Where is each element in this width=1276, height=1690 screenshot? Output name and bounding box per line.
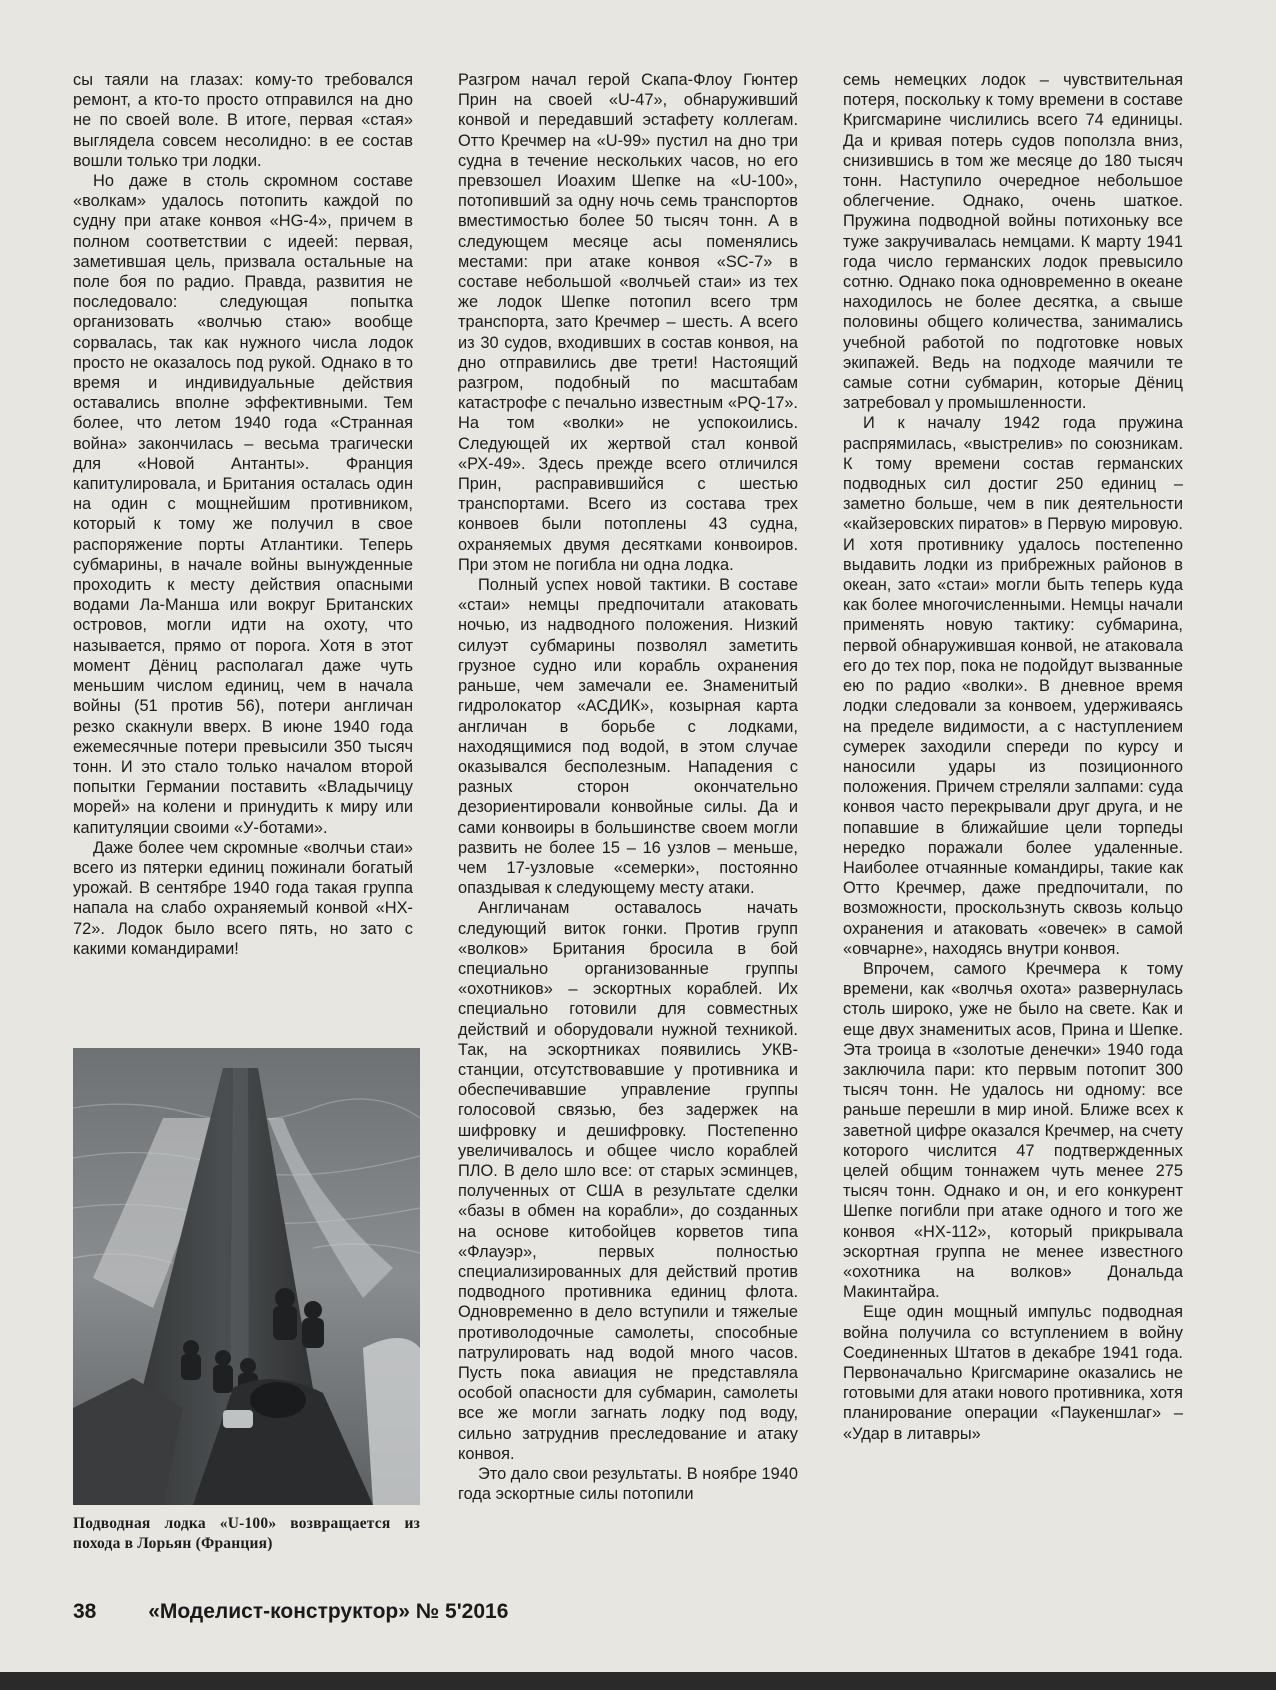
paragraph: Еще один мощный импульс подводная война получила со вступлением в войну Соединенных Штатов в декабре 1941 года. Первоначально Кригсмарине оказались не готовыми для атаки нового противника, хотя планирование операции «Паукеншлаг» – «Удар в литавры» [843, 1303, 1183, 1443]
scan-edge [0, 1672, 1276, 1690]
paragraph: Но даже в столь скромном составе «волкам» удалось потопить каждой по судну при атаке конвоя «HG-4», причем в полном соответствии с идеей: первая, заметившая цель, призвала остальные на поле боя по радио. Правда, развития не последовало: следующая попытка организовать «волчью стаю» вообще сорвалась, так как нужного числа лодок просто не оказалось под рукой. Однако в то время и индивидуальные действия оставались вполне эффективными. Тем более, что летом 1940 года «Странная война» закончилась – весьма трагически для «Новой Антанты». Франция капитулировала, и Британия осталась один на один с мощнейшим противником, который к тому же получил в свое распоряжение порты Атлантики. Теперь субмарины, в начале войны вынужденные проходить к месту действия опасными водами Ла-Манша или вокруг Британских островов, могли идти на охоту, что называется, прямо от порога. Хотя в этот момент Дёниц располагал даже чуть меньшим числом единиц, чем в начала войны (51 против 56), потери англичан резко скакнули вверх. В июне 1940 года ежемесячные потери превысили 350 тысяч тонн. И это стало только началом второй попытки Германии поставить «Владычицу морей» на колени и принудить к миру или капитуляции своими «У-ботами». [73, 172, 413, 837]
paragraph: сы таяли на глазах: кому-то требовался ремонт, а кто-то просто отправился на дно не по своей воле. В итоге, первая «стая» выглядела совсем несолидно: в ее состав вошли только три лодки. [73, 71, 413, 170]
text-column-1 [73, 70, 413, 959]
text-column-2 [458, 70, 798, 1504]
paragraph: И к началу 1942 года пружина распрямилась, «выстрелив» по союзникам. К тому времени состав германских подводных сил достиг 250 единиц – заметно больше, чем в пик деятельности «кайзеровских пиратов» в Первую мировую. И хотя противнику удалось постепенно выдавить лодки из прибрежных районов в океан, зато «стаи» могли быть теперь куда как более многочисленными. Немцы начали применять новую тактику: субмарина, первой обнаружившая конвой, не атаковала его до тех пор, пока не подойдут вызванные ею по радио «волки». В дневное время лодки следовали за конвоем, удерживаясь на пределе видимости, а с наступлением сумерек заходили спереди по курсу и наносили удары из позиционного положения. Причем стреляли залпами: суда конвоя часто перекрывали друг друга, и не попавшие в ближайшие цели торпеды нередко поражали более удаленные. Наиболее отчаянные командиры, такие как Отто Кречмер, даже предпочитали, по возможности, проскользнуть сквозь кольцо охранения и атаковать «овечек» в самой «овчарне», находясь внутри конвоя. [843, 414, 1183, 958]
photo-caption: Подводная лодка «U-100» возвращается из похода в Лорьян (Франция) [73, 1515, 420, 1552]
paragraph: семь немецких лодок – чувствительная потеря, поскольку к тому времени в составе Кригсмарине числились всего 74 единицы. Да и кривая потерь судов поползла вниз, снизившись в том же месяце до 180 тысяч тонн. Наступило очередное небольшое облегчение. Однако, очень шаткое. Пружина подводной войны потихоньку все туже закручивалась немцами. К марту 1941 года число германских лодок превысило сотню. Однако пока одновременно в океане находилось не более десятка, а свыше половины общего количества, занимались учебной работой по подготовке новых экипажей. Ведь на подходе маячили те самые сотни субмарин, которые Дёниц затребовал у промышленности. [843, 71, 1183, 413]
paragraph: Разгром начал герой Скапа-Флоу Гюнтер Прин на своей «U-47», обнаруживший конвой и передавший эстафету коллегам. Отто Кречмер на «U-99» пустил на дно три судна в течение нескольких часов, но его превзошел Иоахим Шепке на «U-100», потопивший за одну ночь семь транспортов вместимостью более 50 тысяч тонн. А в следующем месяце асы поменялись местами: при атаке конвоя «SC-7» в составе небольшой «волчьей стаи» из тех же лодок Шепке потопил всего трм транспорта, зато Кречмер – шесть. А всего из 30 судов, входивших в состав конвоя, на дно отправились две трети! Настоящий разгром, подобный по масштабам катастрофе с печально известным «PQ-17». На том «волки» не успокоились. Следующей их жертвой стал конвой «РХ-49». Здесь прежде всего отличился Прин, расправившийся с шестью транспортами. Всего из состава трех конвоев были потоплены 43 судна, охраняемых двумя десятками конвоиров. При этом не погибла ни одна лодка. [458, 71, 798, 574]
text-column-3 [843, 70, 1183, 1444]
paragraph: Полный успех новой тактики. В составе «стаи» немцы предпочитали атаковать ночью, из надводного положения. Низкий силуэт субмарины позволял заметить грузное судно или корабль охранения раньше, чем замечали ее. Знаменитый гидролокатор «АСДИК», козырная карта англичан в борьбе с лодками, находящимися под водой, в этом случае оказывался бесполезным. Нападения с разных сторон окончательно дезориентировали конвойные силы. Да и сами конвоиры в большинстве своем могли развить не более 15 – 16 узлов – меньше, чем 17-узловые «семерки», постоянно опаздывая к следующему месту атаки. [458, 576, 798, 898]
paragraph: Впрочем, самого Кречмера к тому времени, как «волчья охота» развернулась столь широко, уже не было на свете. Как и еще двух знаменитых асов, Прина и Шепке. Эта троица в «золотые денечки» 1940 года заключила пари: кто первым потопит 300 тысяч тонн. Не удалось ни одному: все раньше перешли в мир иной. Ближе всех к заветной цифре оказался Кречмер, на счету которого числится 47 подтвержденных целей общим тоннажем чуть менее 275 тысяч тонн. Однако и он, и его конкурент Шепке погибли при атаке одного и того же конвоя «HX-112», который прикрывала эскортная группа не менее известного «охотника на волков» Дональда Макинтайра. [843, 959, 1183, 1302]
paragraph: Англичанам оставалось начать следующий виток гонки. Против групп «волков» Британия бросила в бой специально организованные группы «охотников» – эскортных кораблей. Их специально готовили для совместных действий и оборудовали нужной техникой. Так, на эскортниках появились УКВ-станции, отсутствовавшие у противника и обеспечивавшие управление группы голосовой связью, без задержек на шифровку и дешифровку. Постепенно увеличивалось и общее число кораблей ПЛО. В дело шло все: от старых эсминцев, полученных от США в результате сделки «базы в обмен на корабли», до созданных на основе китобойцев корветов типа «Флауэр», первых полностью специализированных для действий против подводного противника единиц флота. Одновременно в дело вступили и тяжелые противолодочные самолеты, способные патрулировать над водой много часов. Пусть пока авиация не представляла особой опасности для субмарин, самолеты все же могли загнать лодку под воду, сильно затруднив преследование и атаку конвоя. [458, 899, 798, 1463]
magazine-issue: «Моделист-конструктор» № 5'2016 [148, 1600, 509, 1623]
paragraph: Даже более чем скромные «волчьи стаи» всего из пятерки единиц пожинали богатый урожай. В сентябре 1940 года такая группа напала на слабо охраняемый конвой «HX-72». Лодок было всего пять, но зато с какими командирами! [73, 838, 413, 958]
submarine-photo [73, 1048, 420, 1505]
paragraph: Это дало свои результаты. В ноябре 1940 года эскортные силы потопили [458, 1465, 798, 1504]
page-number: 38 [73, 1600, 97, 1623]
page-footer [73, 1600, 508, 1624]
